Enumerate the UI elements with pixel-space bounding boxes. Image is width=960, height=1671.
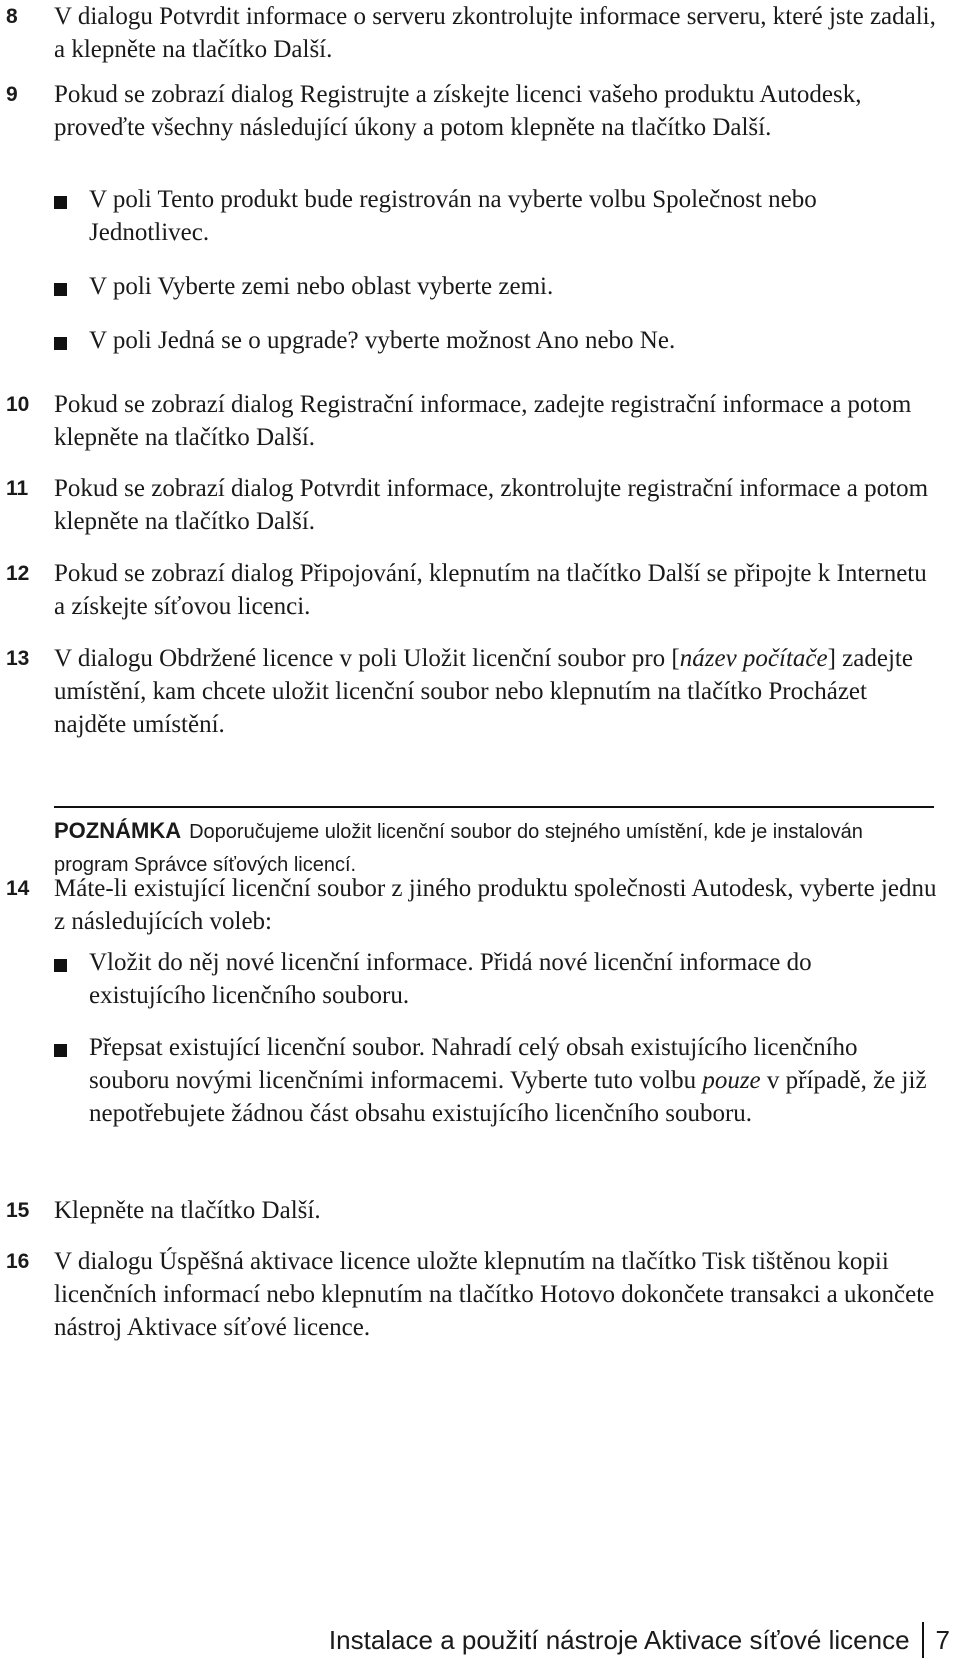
- step-text: Máte-li existující licenční soubor z jiného produktu společnosti Autodesk, vyberte jednu z následujících voleb:: [54, 875, 937, 935]
- step-9: [0, 78, 940, 144]
- step-10: [0, 388, 940, 454]
- step-text: Klepněte na tlačítko Další.: [54, 1197, 321, 1224]
- square-bullet-icon: [54, 196, 67, 209]
- note-label: POZNÁMKA: [54, 818, 182, 843]
- bullet-text-part: v případě, že již nepotřebujete žádnou část obsahu existujícího licenčního souboru.: [89, 1067, 927, 1127]
- bullet-text: V poli Tento produkt bude registrován na vyberte volbu Společnost nebo Jednotlivec.: [89, 186, 817, 246]
- step-text: V dialogu Potvrdit informace o serveru zkontrolujte informace serveru, které jste zadali, a klepněte na tlačítko Další.: [54, 3, 936, 63]
- step-11: [0, 472, 940, 538]
- footer-title: Instalace a použití nástroje Aktivace síťové licence: [328, 1625, 910, 1655]
- square-bullet-icon: [54, 959, 67, 972]
- step-number: 14: [6, 877, 30, 900]
- step-13: [0, 642, 940, 741]
- bullet-item: [54, 270, 934, 303]
- step-number: 15: [6, 1199, 30, 1222]
- bullet-text: V poli Vyberte zemi nebo oblast vyberte zemi.: [89, 273, 554, 300]
- note-text: Doporučujeme uložit licenční soubor do stejného umístění, kde je instalován program Správce síťových licencí.: [54, 821, 863, 876]
- step-text: V dialogu Úspěšná aktivace licence uložte klepnutím na tlačítko Tisk tištěnou kopii licenčních informací nebo klepnutím na tlačítko Hotovo dokončete transakci a ukončete nástroj Aktivace síťové licence.: [54, 1248, 935, 1341]
- step-number: 8: [6, 5, 18, 28]
- bullet-item: [54, 946, 934, 1012]
- bullet-item: [54, 1031, 934, 1130]
- bullet-item: [54, 183, 934, 249]
- step-number: 16: [6, 1250, 30, 1273]
- step-text-italic: název počítače: [679, 645, 828, 672]
- step-15: [0, 1194, 940, 1227]
- footer-divider: [922, 1622, 924, 1658]
- step-text: [54, 642, 940, 741]
- step-text-part: V dialogu Obdržené licence v poli Uložit licenční soubor pro [: [54, 645, 680, 672]
- step-text: Pokud se zobrazí dialog Připojování, klepnutím na tlačítko Další se připojte k Internetu a získejte síťovou licenci.: [54, 560, 927, 620]
- step-text: Pokud se zobrazí dialog Registrační informace, zadejte registrační informace a potom klepněte na tlačítko Další.: [54, 391, 912, 451]
- step-text: Pokud se zobrazí dialog Registrujte a získejte licenci vašeho produktu Autodesk, proveďte všechny následující úkony a potom klepněte na tlačítko Další.: [54, 81, 862, 141]
- page-number: 7: [935, 1625, 950, 1655]
- bullet-item: [54, 324, 934, 357]
- step-number: 13: [6, 647, 30, 670]
- step-12: [0, 557, 940, 623]
- bullet-text-part: Přepsat existující licenční soubor. Nahradí celý obsah existujícího licenčního souboru novými licenčními informacemi. Vyberte tuto volbu: [89, 1034, 858, 1094]
- step-number: 9: [6, 83, 18, 106]
- step-8: [0, 0, 940, 66]
- bullet-text-italic: pouze: [702, 1067, 761, 1094]
- bullet-text: [89, 1031, 934, 1130]
- page-footer: [329, 1622, 950, 1658]
- square-bullet-icon: [54, 1044, 67, 1057]
- square-bullet-icon: [54, 283, 67, 296]
- bullet-text: Vložit do něj nové licenční informace. Přidá nové licenční informace do existujícího licenčního souboru.: [89, 949, 812, 1009]
- step-number: 10: [6, 393, 30, 416]
- bullet-text: V poli Jedná se o upgrade? vyberte možnost Ano nebo Ne.: [89, 327, 676, 354]
- step-text: Pokud se zobrazí dialog Potvrdit informace, zkontrolujte registrační informace a potom klepněte na tlačítko Další.: [54, 475, 929, 535]
- note-divider: [54, 806, 934, 808]
- step-16: [0, 1245, 940, 1344]
- step-14: [0, 872, 940, 938]
- square-bullet-icon: [54, 337, 67, 350]
- step-text-part: ] zadejte umístění, kam chcete uložit licenční soubor nebo klepnutím na tlačítko Procházet najděte umístění.: [54, 645, 913, 738]
- step-number: 11: [6, 477, 29, 500]
- step-number: 12: [6, 562, 30, 585]
